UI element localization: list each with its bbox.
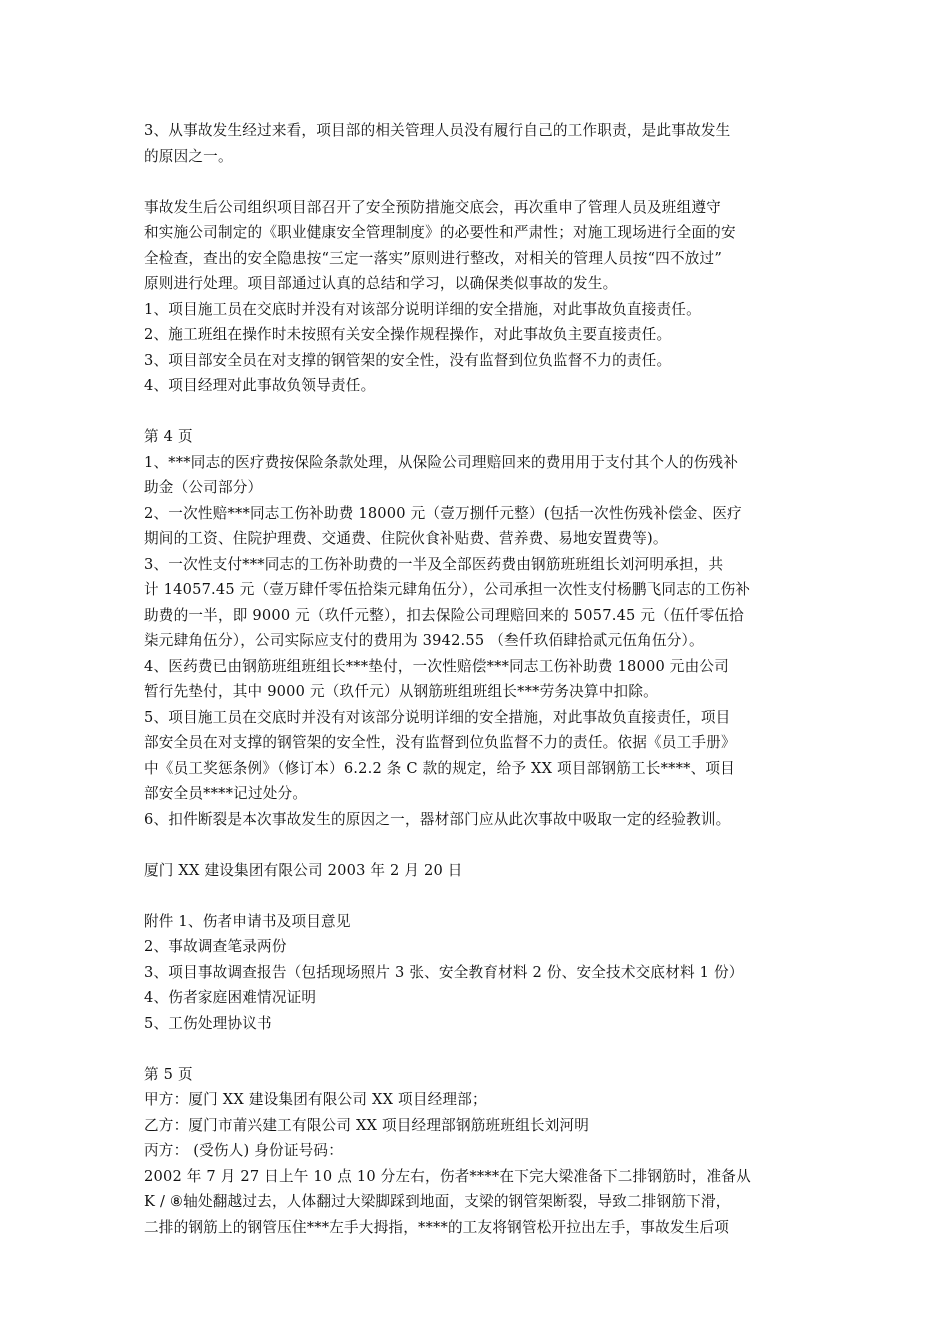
text-line: 助费的一半，即 9000 元（玖仟元整），扣去保险公司理赔回来的 5057.45 元（伍仟零伍拾 [144, 606, 744, 624]
paragraph-gap [144, 169, 816, 195]
text-line: 1、项目施工员在交底时并没有对该部分说明详细的安全措施，对此事故负直接责任。 [144, 300, 701, 318]
text-line: 2、事故调查笔录两份 [144, 938, 287, 955]
text-line: K / ⑧轴处翻越过去，人体翻过大梁脚踩到地面，支梁的钢管架断裂，导致二排钢筋下滑， [144, 1193, 731, 1210]
paragraph-gap [144, 832, 816, 858]
text-line: 事故发生后公司组织项目部召开了安全预防措施交底会，再次重申了管理人员及班组遵守 [144, 198, 721, 216]
document-page [144, 118, 816, 1240]
text-line: 3、项目部安全员在对支撑的钢管架的安全性，没有监督到位负监督不力的责任。 [144, 351, 672, 369]
text-line: 1、***同志的医疗费按保险条款处理，从保险公司理赔回来的费用用于支付其个人的伤残补 [144, 453, 739, 471]
text-line: 助金（公司部分） [144, 479, 263, 496]
paragraph [144, 1062, 816, 1241]
text-line: 附件 1、伤者申请书及项目意见 [144, 912, 351, 930]
text-line: 2、一次性赔***同志工伤补助费 18000 元（壹万捌仟元整）(包括一次性伤残补偿金、医疗 [144, 504, 742, 522]
text-line: 部安全员****记过处分。 [144, 785, 308, 802]
text-line: 4、项目经理对此事故负领导责任。 [144, 377, 376, 394]
text-line: 3、一次性支付***同志的工伤补助费的一半及全部医药费由钢筋班班组长刘河明承担，共 [144, 555, 724, 573]
text-line: 第 5 页 [144, 1065, 193, 1083]
text-line: 乙方：厦门市莆兴建工有限公司 XX 项目经理部钢筋班班组长刘河明 [144, 1116, 590, 1134]
text-line: 暂行先垫付，其中 9000 元（玖仟元）从钢筋班组班组长***劳务决算中扣除。 [144, 683, 658, 700]
paragraph [144, 858, 816, 884]
text-line: 2、施工班组在操作时未按照有关安全操作规程操作，对此事故负主要直接责任。 [144, 326, 672, 343]
text-line: 第 4 页 [144, 428, 193, 445]
paragraph-gap [144, 399, 816, 425]
text-line: 5、工伤处理协议书 [144, 1014, 272, 1032]
text-line: 二排的钢筋上的钢管压住***左手大拇指，****的工友将钢管松开拉出左手，事故发生后项 [144, 1218, 730, 1236]
text-line: 和实施公司制定的《职业健康安全管理制度》的必要性和严肃性；对施工现场进行全面的安 [144, 224, 736, 241]
text-line: 的原因之一。 [144, 147, 233, 165]
paragraph [144, 195, 816, 399]
text-line: 期间的工资、住院护理费、交通费、住院伙食补贴费、营养费、易地安置费等)。 [144, 530, 668, 547]
paragraph [144, 424, 816, 832]
text-line: 计 14057.45 元（壹万肆仟零伍拾柒元肆角伍分），公司承担一次性支付杨鹏飞同志的工伤补 [144, 581, 751, 598]
text-line: 4、伤者家庭困难情况证明 [144, 989, 317, 1006]
text-line: 丙方： (受伤人) 身份证号码： [144, 1142, 343, 1159]
paragraph-gap [144, 883, 816, 909]
paragraph-gap [144, 1036, 816, 1062]
text-line: 中《员工奖惩条例》（修订本）6.2.2 条 C 款的规定，给予 XX 项目部钢筋工长****、项目 [144, 759, 735, 777]
text-line: 3、从事故发生经过来看，项目部的相关管理人员没有履行自己的工作职责，是此事故发生 [144, 122, 731, 139]
paragraph [144, 118, 816, 169]
text-line: 甲方：厦门 XX 建设集团有限公司 XX 项目经理部； [144, 1091, 487, 1108]
text-line: 5、项目施工员在交底时并没有对该部分说明详细的安全措施，对此事故负直接责任，项目 [144, 708, 731, 726]
text-line: 厦门 XX 建设集团有限公司 2003 年 2 月 20 日 [144, 861, 463, 879]
text-line: 4、医药费已由钢筋班组班组长***垫付，一次性赔偿***同志工伤补助费 18000 元由公司 [144, 657, 729, 675]
text-line: 2002 年 7 月 27 日上午 10 点 10 分左右，伤者****在下完大梁准备下二排钢筋时，准备从 [144, 1167, 751, 1185]
text-line: 原则进行处理。项目部通过认真的总结和学习，以确保类似事故的发生。 [144, 275, 618, 292]
text-line: 柒元肆角伍分），公司实际应支付的费用为 3942.55 （叁仟玖佰肆拾贰元伍角伍分）。 [144, 632, 704, 649]
paragraph [144, 909, 816, 1037]
text-line: 6、扣件断裂是本次事故发生的原因之一，器材部门应从此次事故中吸取一定的经验教训。 [144, 810, 731, 828]
text-line: 全检查，查出的安全隐患按“三定一落实”原则进行整改，对相关的管理人员按“四不放过” [144, 249, 723, 267]
text-line: 部安全员在对支撑的钢管架的安全性，没有监督到位负监督不力的责任。依据《员工手册》 [144, 734, 736, 751]
text-line: 3、项目事故调查报告（包括现场照片 3 张、安全教育材料 2 份、安全技术交底材料 1 份） [144, 963, 744, 981]
